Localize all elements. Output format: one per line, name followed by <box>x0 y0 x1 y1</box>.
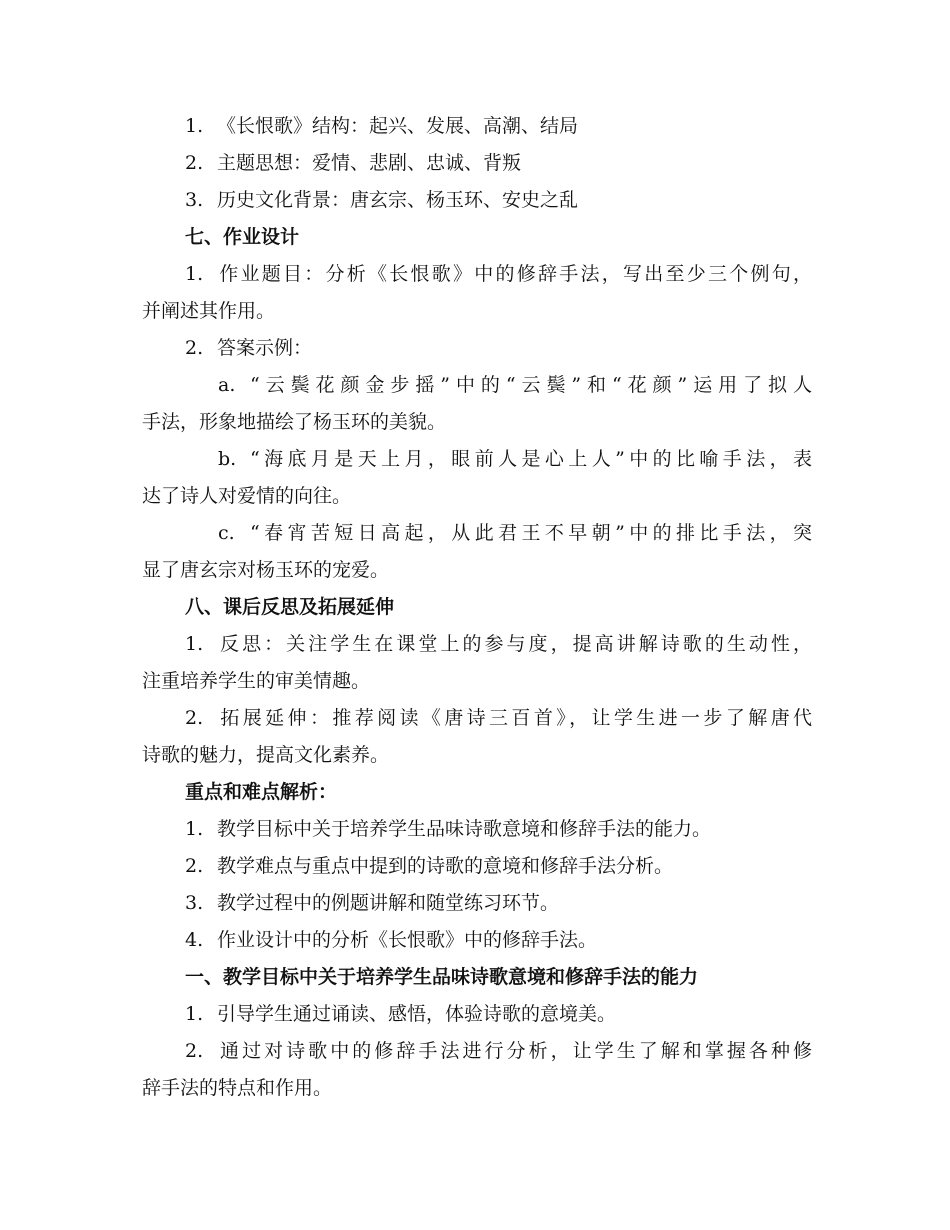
reflection-item-1-line2: 注重培养学生的审美情趣。 <box>142 670 371 692</box>
goal-item-2-line2: 辞手法的特点和作用。 <box>142 1077 333 1099</box>
list-number: 2. <box>185 707 204 729</box>
reflection-item-1-line1 <box>142 626 812 663</box>
homework-item-1-line2: 并阐述其作用。 <box>142 300 276 322</box>
list-text: 作业题目：分析《长恨歌》中的修辞手法，写出至少三个例句， <box>217 263 812 285</box>
list-text: 作业设计中的分析《长恨歌》中的修辞手法。 <box>217 929 598 951</box>
list-text: 教学目标中关于培养学生品味诗歌意境和修辞手法的能力。 <box>217 818 712 840</box>
list-text: 拓展延伸：推荐阅读《唐诗三百首》，让学生进一步了解唐代 <box>217 707 812 729</box>
reflection-item-2-line2: 诗歌的魅力，提高文化素养。 <box>142 744 390 766</box>
example-label: a. <box>218 374 236 396</box>
example-c-line2: 显了唐玄宗对杨玉环的宠爱。 <box>142 559 390 581</box>
list-text: 通过对诗歌中的修辞手法进行分析，让学生了解和掌握各种修 <box>217 1040 812 1062</box>
structure-item-2 <box>142 145 812 182</box>
list-number: 1. <box>185 818 204 840</box>
example-a-line1 <box>142 367 812 404</box>
list-number: 1. <box>185 1003 204 1025</box>
section-heading-teaching-goal: 一、教学目标中关于培养学生品味诗歌意境和修辞手法的能力 <box>185 966 699 988</box>
example-a-line2: 手法，形象地描绘了杨玉环的美貌。 <box>142 411 447 433</box>
list-number: 1. <box>185 263 204 285</box>
structure-item-3 <box>142 182 812 219</box>
list-text: 《长恨歌》结构：起兴、发展、高潮、结局 <box>217 115 579 137</box>
list-number: 1. <box>185 633 204 655</box>
list-text: 答案示例： <box>217 337 313 359</box>
example-b-line2: 达了诗人对爱情的向往。 <box>142 485 352 507</box>
list-text: 主题思想：爱情、悲剧、忠诚、背叛 <box>217 152 522 174</box>
example-text: “春宵苦短日高起，从此君王不早朝”中的排比手法，突 <box>250 522 812 544</box>
list-number: 2. <box>185 1040 204 1062</box>
section-heading-reflection: 八、课后反思及拓展延伸 <box>185 596 395 618</box>
section-heading-homework: 七、作业设计 <box>185 226 300 248</box>
homework-item-2 <box>142 330 812 367</box>
example-b-line1 <box>142 441 812 478</box>
homework-item-1-line1 <box>142 256 812 293</box>
list-number: 2. <box>185 855 204 877</box>
list-text: 教学过程中的例题讲解和随堂练习环节。 <box>217 892 560 914</box>
list-number: 1. <box>185 115 204 137</box>
list-number: 2. <box>185 152 204 174</box>
list-text: 历史文化背景：唐玄宗、杨玉环、安史之乱 <box>217 189 579 211</box>
example-label: c. <box>218 522 235 544</box>
example-label: b. <box>218 448 237 470</box>
example-text: “海底月是天上月，眼前人是心上人”中的比喻手法，表 <box>250 448 812 470</box>
key-point-item-2 <box>142 848 812 885</box>
example-c-line1 <box>142 515 812 552</box>
example-text: “云鬓花颜金步摇”中的“云鬓”和“花颜”运用了拟人 <box>250 374 812 396</box>
list-text: 引导学生通过诵读、感悟，体验诗歌的意境美。 <box>217 1003 617 1025</box>
list-number: 3. <box>185 189 204 211</box>
list-text: 教学难点与重点中提到的诗歌的意境和修辞手法分析。 <box>217 855 674 877</box>
goal-item-2-line1 <box>142 1033 812 1070</box>
structure-item-1 <box>142 108 812 145</box>
key-point-item-3 <box>142 885 812 922</box>
goal-item-1 <box>142 996 812 1033</box>
list-number: 4. <box>185 929 204 951</box>
key-point-item-1 <box>142 811 812 848</box>
list-number: 3. <box>185 892 204 914</box>
list-text: 反思：关注学生在课堂上的参与度，提高讲解诗歌的生动性， <box>217 633 812 655</box>
list-number: 2. <box>185 337 204 359</box>
reflection-item-2-line1 <box>142 700 812 737</box>
section-heading-key-points: 重点和难点解析： <box>185 781 338 803</box>
document-body <box>142 108 812 1107</box>
key-point-item-4 <box>142 922 812 959</box>
